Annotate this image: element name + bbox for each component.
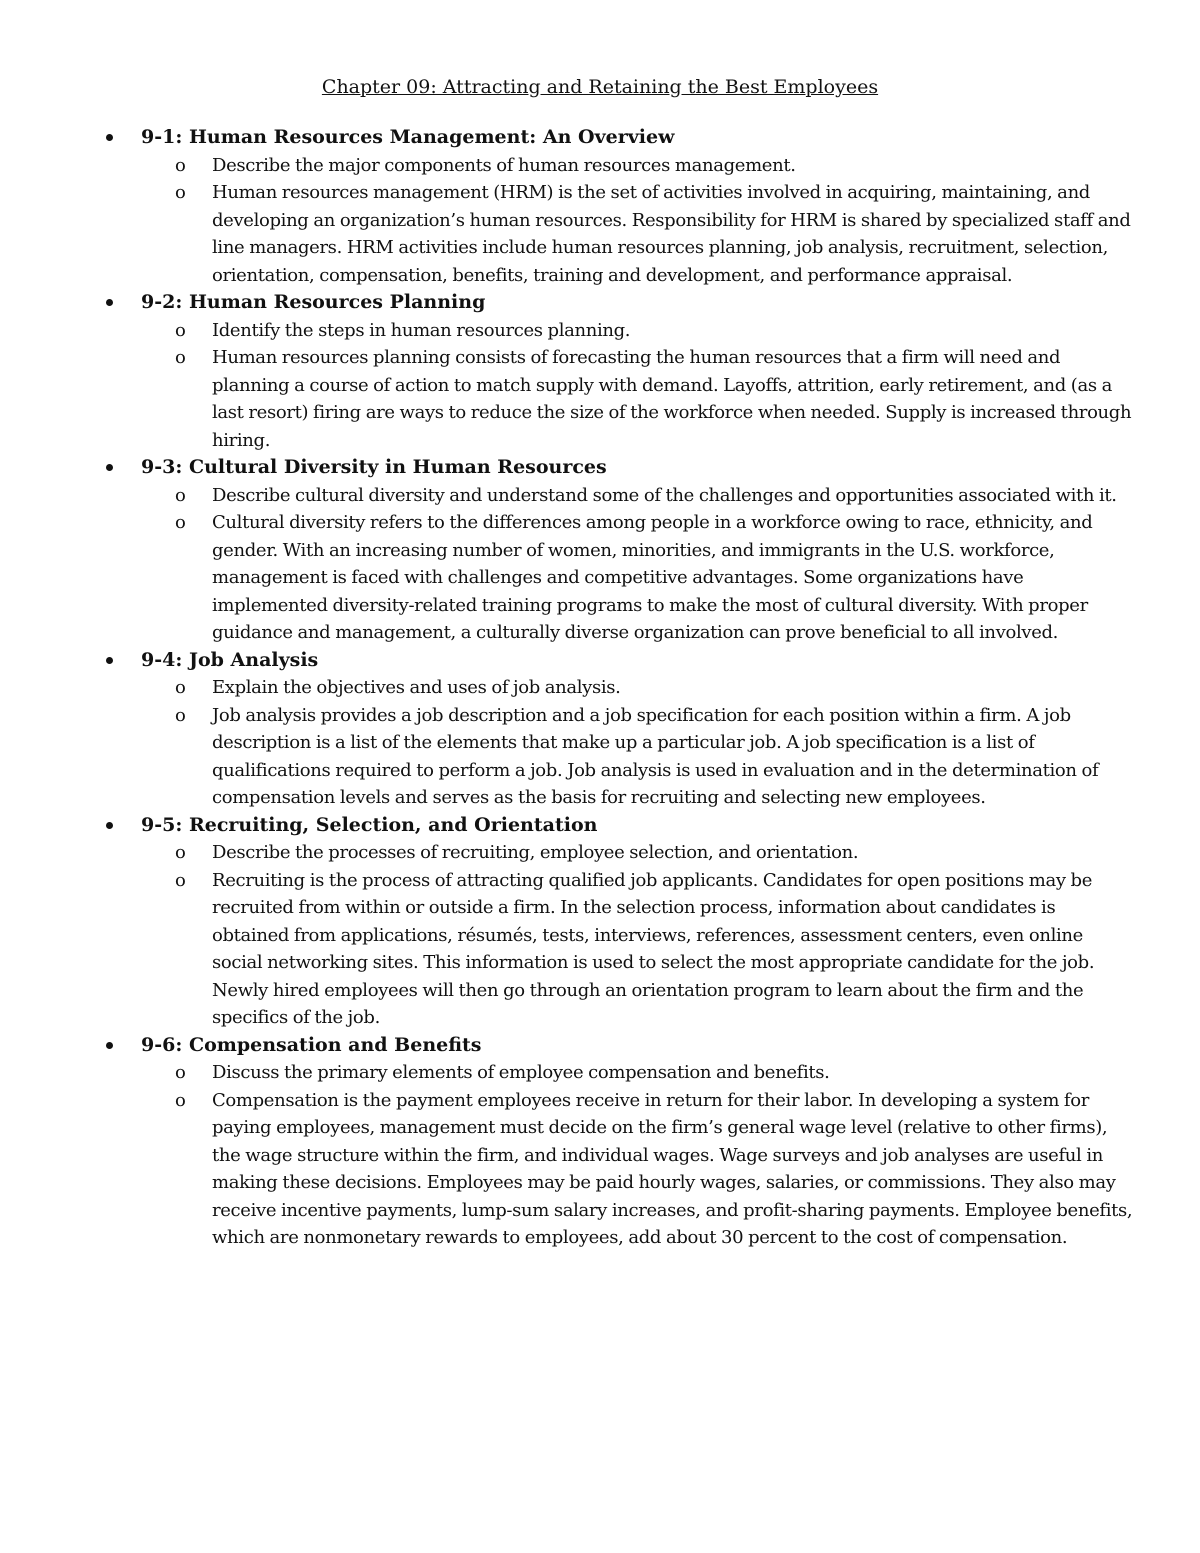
section-heading-row <box>0 647 1200 675</box>
sub-item-text: Job analysis provides a job description and a job specification for each position within a firm. A job description is a list of the elements that make up a particular job. A job specification is a list of qualifications required to perform a job. Job analysis is used in evaluation and in the determination of compensation levels and serves as the basis for recruiting and selecting new employees. <box>212 704 1099 808</box>
document-title: Chapter 09: Attracting and Retaining the Best Employees <box>321 76 879 98</box>
sub-item-text: Human resources management (HRM) is the set of activities involved in acquiring, maintaining, and developing an organization’s human resources. Responsibility for HRM is shared by specialized staff and line managers. HRM activities include human resources planning, job analysis, recruitment, selection, orientation, compensation, benefits, training and development, and performance appraisal. <box>212 182 1131 286</box>
sub-item-text: Explain the objectives and uses of job analysis. <box>212 677 621 698</box>
circle-bullet-icon: o <box>175 704 186 726</box>
sub-item-text: Recruiting is the process of attracting qualified job applicants. Candidates for open positions may be recruited from within or outside a firm. In the selection process, information about candidates is obtained from applications, résumés, tests, interviews, references, assessment centers, even online social networking sites. This information is used to select the most appropriate candidate for the job. Newly hired employees will then go through an orientation program to learn about the firm and the specifics of the job. <box>212 869 1095 1028</box>
sub-item-text: Discuss the primary elements of employee compensation and benefits. <box>212 1062 830 1083</box>
section-item <box>0 1032 1200 1252</box>
bullet-icon <box>106 822 113 829</box>
sub-list <box>0 1059 1200 1252</box>
sub-item <box>0 839 1200 867</box>
sub-item-text: Human resources planning consists of forecasting the human resources that a firm will need and planning a course of action to match supply with demand. Layoffs, attrition, early retirement, and (as a last resort) firing are ways to reduce the size of the workforce when needed. Supply is increased through hiring. <box>212 347 1132 451</box>
circle-bullet-icon: o <box>175 347 186 368</box>
sub-item <box>0 317 1200 345</box>
section-item <box>0 812 1200 1032</box>
circle-bullet-icon: o <box>175 842 186 863</box>
section-item <box>0 647 1200 812</box>
sub-item-text: Describe the processes of recruiting, employee selection, and orientation. <box>212 842 859 863</box>
section-item <box>0 124 1200 289</box>
circle-bullet-icon: o <box>175 154 186 176</box>
bullet-icon <box>106 1042 113 1049</box>
section-heading: 9-5: Recruiting, Selection, and Orientation <box>141 813 598 836</box>
sub-item-text: Describe the major components of human resources management. <box>212 154 796 176</box>
circle-bullet-icon: o <box>175 182 186 203</box>
section-heading: 9-3: Cultural Diversity in Human Resources <box>141 456 607 478</box>
circle-bullet-icon: o <box>175 869 186 891</box>
circle-bullet-icon: o <box>175 677 186 698</box>
sub-list <box>0 839 1200 1032</box>
section-heading: 9-1: Human Resources Management: An Overview <box>141 126 675 148</box>
bullet-icon <box>106 657 113 664</box>
sub-item-text: Describe cultural diversity and understand some of the challenges and opportunities associated with it. <box>212 484 1117 506</box>
sub-item <box>0 1087 1200 1252</box>
sub-list <box>0 674 1200 812</box>
sub-list <box>0 317 1200 455</box>
circle-bullet-icon: o <box>175 512 186 533</box>
section-heading-row <box>0 124 1200 152</box>
bullet-icon <box>106 464 113 471</box>
circle-bullet-icon: o <box>175 1089 186 1111</box>
circle-bullet-icon: o <box>175 319 186 341</box>
section-heading: 9-2: Human Resources Planning <box>141 291 486 313</box>
sub-item <box>0 702 1200 812</box>
section-heading-row <box>0 289 1200 317</box>
sub-item <box>0 674 1200 702</box>
sub-item <box>0 509 1200 647</box>
section-heading-row <box>0 454 1200 482</box>
sub-list <box>0 152 1200 290</box>
circle-bullet-icon: o <box>175 1062 186 1083</box>
sub-item-text: Identify the steps in human resources planning. <box>212 319 631 341</box>
sub-item <box>0 344 1200 454</box>
section-heading: 9-6: Compensation and Benefits <box>141 1033 482 1056</box>
sub-item <box>0 179 1200 289</box>
sub-list <box>0 482 1200 647</box>
section-heading: 9-4: Job Analysis <box>141 648 319 671</box>
section-list <box>0 124 1200 1252</box>
sub-item <box>0 1059 1200 1087</box>
sub-item <box>0 867 1200 1032</box>
section-heading-row <box>0 812 1200 840</box>
section-heading-row <box>0 1032 1200 1060</box>
sub-item-text: Cultural diversity refers to the differences among people in a workforce owing to race, ethnicity, and gender. With an increasing number of women, minorities, and immigrants in the U.S. workforce, management is faced with challenges and competitive advantages. Some organizations have implemented diversity-related training programs to make the most of cultural diversity. With proper guidance and management, a culturally diverse organization can prove beneficial to all involved. <box>212 512 1093 643</box>
bullet-icon <box>106 134 113 141</box>
section-item <box>0 454 1200 647</box>
sub-item <box>0 482 1200 510</box>
sub-item-text: Compensation is the payment employees receive in return for their labor. In developing a system for paying employees, management must decide on the firm’s general wage level (relative to other firms), the wage structure within the firm, and individual wages. Wage surveys and job analyses are useful in making these decisions. Employees may be paid hourly wages, salaries, or commissions. They also may receive incentive payments, lump-sum salary increases, and profit-sharing payments. Employee benefits, which are nonmonetary rewards to employees, add about 30 percent to the cost of compensation. <box>212 1089 1133 1248</box>
sub-item <box>0 152 1200 180</box>
section-item <box>0 289 1200 454</box>
circle-bullet-icon: o <box>175 484 186 506</box>
bullet-icon <box>106 299 113 306</box>
